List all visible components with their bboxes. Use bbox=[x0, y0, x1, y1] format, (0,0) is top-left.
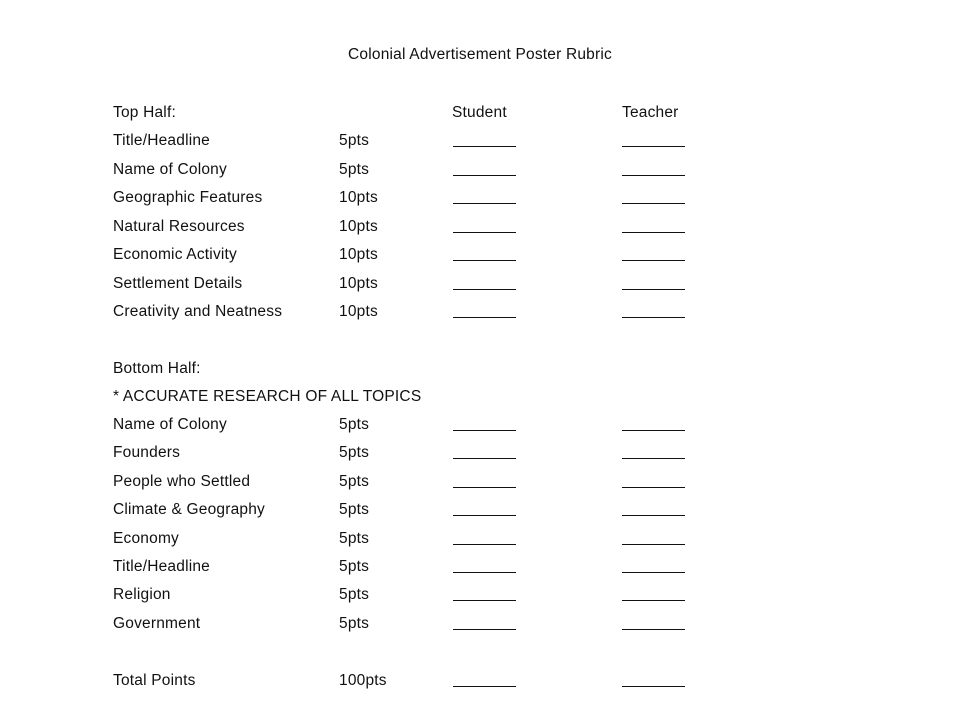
rubric-row bbox=[0, 584, 960, 606]
student-score-blank[interactable] bbox=[453, 175, 516, 176]
teacher-score-blank[interactable] bbox=[622, 203, 685, 204]
criterion-points: 5pts bbox=[339, 586, 370, 604]
research-note-row bbox=[0, 386, 960, 408]
rubric-row bbox=[0, 528, 960, 550]
teacher-score-blank[interactable] bbox=[622, 458, 685, 459]
rubric-row bbox=[0, 442, 960, 464]
teacher-score-blank[interactable] bbox=[622, 600, 685, 601]
teacher-score-blank[interactable] bbox=[622, 430, 685, 431]
teacher-score-blank[interactable] bbox=[622, 544, 685, 545]
student-column-header: Student bbox=[452, 104, 507, 121]
student-score-blank[interactable] bbox=[453, 317, 516, 318]
student-score-blank[interactable] bbox=[453, 487, 516, 488]
teacher-score-blank[interactable] bbox=[622, 232, 685, 233]
rubric-row bbox=[0, 499, 960, 521]
student-score-blank[interactable] bbox=[453, 146, 516, 147]
teacher-score-blank[interactable] bbox=[622, 260, 685, 261]
criterion-points: 10pts bbox=[339, 303, 378, 320]
teacher-score-blank[interactable] bbox=[622, 572, 685, 573]
teacher-score-blank[interactable] bbox=[622, 515, 685, 516]
criterion-label: Name of Colony bbox=[113, 160, 227, 178]
student-score-blank[interactable] bbox=[453, 430, 516, 431]
student-score-blank[interactable] bbox=[453, 232, 516, 233]
criterion-label: Geographic Features bbox=[113, 189, 263, 206]
criterion-points: 10pts bbox=[339, 217, 378, 235]
criterion-label: Economy bbox=[113, 529, 180, 547]
criterion-label: Title/Headline bbox=[113, 132, 210, 149]
criterion-points: 10pts bbox=[339, 189, 378, 206]
teacher-score-blank[interactable] bbox=[622, 487, 685, 488]
student-score-blank[interactable] bbox=[453, 458, 516, 459]
student-score-blank[interactable] bbox=[453, 515, 516, 516]
teacher-score-blank[interactable] bbox=[622, 629, 685, 630]
student-score-blank[interactable] bbox=[453, 629, 516, 630]
rubric-row bbox=[0, 244, 960, 266]
total-teacher-blank[interactable] bbox=[622, 686, 685, 687]
criterion-points: 5pts bbox=[339, 444, 370, 462]
criterion-points: 5pts bbox=[339, 501, 370, 519]
rubric-row bbox=[0, 556, 960, 578]
teacher-score-blank[interactable] bbox=[622, 317, 685, 318]
rubric-row bbox=[0, 216, 960, 238]
criterion-label: Name of Colony bbox=[113, 416, 227, 433]
top-half-header-row bbox=[0, 102, 960, 124]
total-student-blank[interactable] bbox=[453, 686, 516, 687]
criterion-points: 10pts bbox=[339, 246, 378, 263]
total-points: 100pts bbox=[339, 672, 387, 689]
criterion-points: 5pts bbox=[339, 472, 370, 490]
total-label: Total Points bbox=[113, 672, 196, 689]
rubric-title: Colonial Advertisement Poster Rubric bbox=[348, 46, 612, 63]
criterion-label: Founders bbox=[113, 444, 181, 462]
criterion-label: Settlement Details bbox=[113, 274, 243, 292]
criterion-points: 5pts bbox=[339, 529, 370, 547]
criterion-points: 5pts bbox=[339, 132, 370, 149]
rubric-row bbox=[0, 414, 960, 436]
rubric-row bbox=[0, 130, 960, 152]
teacher-column-header: Teacher bbox=[622, 104, 679, 121]
teacher-score-blank[interactable] bbox=[622, 146, 685, 147]
total-row bbox=[0, 670, 960, 692]
rubric-row bbox=[0, 301, 960, 323]
criterion-label: Creativity and Neatness bbox=[113, 303, 283, 320]
research-note: * ACCURATE RESEARCH OF ALL TOPICS bbox=[113, 388, 422, 405]
rubric-row bbox=[0, 471, 960, 493]
student-score-blank[interactable] bbox=[453, 572, 516, 573]
rubric-row bbox=[0, 613, 960, 635]
criterion-label: Government bbox=[113, 614, 201, 632]
rubric-row bbox=[0, 187, 960, 209]
criterion-label: Title/Headline bbox=[113, 558, 210, 575]
teacher-score-blank[interactable] bbox=[622, 175, 685, 176]
student-score-blank[interactable] bbox=[453, 544, 516, 545]
rubric-row bbox=[0, 273, 960, 295]
teacher-score-blank[interactable] bbox=[622, 289, 685, 290]
bottom-half-header-row bbox=[0, 358, 960, 380]
student-score-blank[interactable] bbox=[453, 203, 516, 204]
criterion-label: Natural Resources bbox=[113, 217, 245, 235]
rubric-row bbox=[0, 159, 960, 181]
bottom-half-label: Bottom Half: bbox=[113, 360, 201, 377]
criterion-points: 5pts bbox=[339, 558, 370, 575]
criterion-points: 5pts bbox=[339, 160, 370, 178]
criterion-label: Economic Activity bbox=[113, 246, 237, 263]
criterion-label: Climate & Geography bbox=[113, 501, 265, 519]
criterion-points: 5pts bbox=[339, 416, 370, 433]
criterion-label: People who Settled bbox=[113, 472, 251, 490]
criterion-points: 10pts bbox=[339, 274, 378, 292]
student-score-blank[interactable] bbox=[453, 260, 516, 261]
student-score-blank[interactable] bbox=[453, 289, 516, 290]
top-half-label: Top Half: bbox=[113, 104, 176, 121]
student-score-blank[interactable] bbox=[453, 600, 516, 601]
criterion-points: 5pts bbox=[339, 614, 370, 632]
criterion-label: Religion bbox=[113, 586, 171, 604]
